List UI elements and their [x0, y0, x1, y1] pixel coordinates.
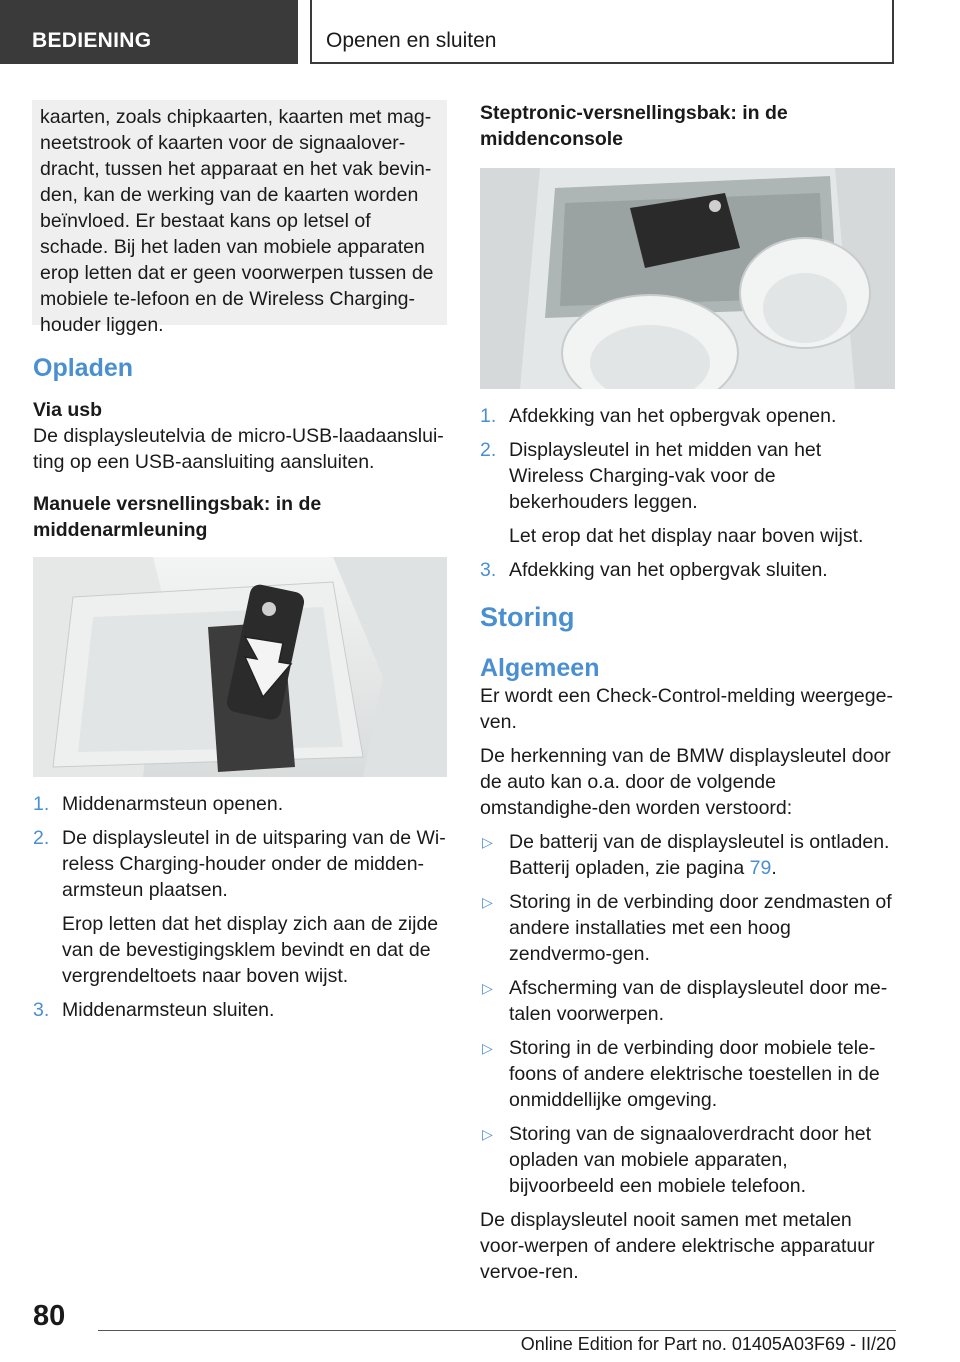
triangle-bullet-icon: ▷	[482, 834, 493, 850]
list-item	[33, 791, 447, 817]
step-text: Displaysleutel in het midden van het Wireless Charging-vak voor de bekerhouders leggen.	[509, 439, 822, 513]
closing-text: De displaysleutel nooit samen met metalen voor-werpen of andere elektrische apparatuur vervoe-ren.	[480, 1209, 875, 1283]
heading-storing: Storing	[480, 602, 575, 632]
console-charging-image	[480, 168, 895, 389]
list-item	[33, 825, 447, 989]
usb-text: De displaysleutelvia de micro-USB-laadaanslui-ting op een USB-aansluiting aansluiten.	[33, 425, 444, 473]
bullet-text: Afscherming van de displaysleutel door me-talen voorwerpen.	[509, 977, 888, 1025]
list-item	[480, 557, 895, 583]
list-item	[33, 997, 447, 1023]
step-text: Afdekking van het opbergvak sluiten.	[509, 559, 828, 581]
triangle-bullet-icon: ▷	[482, 1040, 493, 1056]
manual-title: Manuele versnellingsbak: in de middenarmleuning	[33, 493, 322, 541]
warning-note	[32, 100, 447, 336]
usb-title: Via usb	[33, 399, 103, 421]
list-item	[480, 1035, 895, 1113]
triangle-bullet-icon: ▷	[482, 980, 493, 996]
step-number: 2.	[33, 827, 50, 849]
right-column	[480, 100, 895, 1285]
step-number: 3.	[33, 999, 50, 1021]
section-label: BEDIENING	[0, 0, 298, 64]
chapter-title: Openen en sluiten	[310, 0, 894, 64]
bullet-text: Storing van de signaaloverdracht door het opladen van mobiele apparaten, bijvoorbeeld een mobiele telefoon.	[509, 1123, 872, 1197]
triangle-bullet-icon: ▷	[482, 1126, 493, 1142]
page-link[interactable]: 79	[749, 857, 772, 879]
armrest-illustration	[33, 557, 447, 777]
step-number: 3.	[480, 559, 497, 581]
step-extra: Erop letten dat het display zich aan de zijde van de bevestigingsklem bevindt en dat de vergrendeltoets naar boven wijst.	[62, 913, 439, 987]
step-text: Afdekking van het opbergvak openen.	[509, 405, 837, 427]
footer-divider	[98, 1330, 896, 1331]
page-number: 80	[33, 1300, 66, 1332]
heading-algemeen: Algemeen	[480, 654, 600, 682]
list-item	[480, 437, 895, 549]
bullet-text: Storing in de verbinding door mobiele tele-foons of andere elektrische toestellen in de onmiddellijke omgeving.	[509, 1037, 880, 1111]
console-steps	[480, 403, 895, 583]
step-text: Middenarmsteun openen.	[62, 793, 284, 815]
heading-opladen: Opladen	[33, 354, 134, 382]
console-illustration	[480, 168, 895, 389]
intro-text: De herkenning van de BMW displaysleutel door de auto kan o.a. door de volgende omstandighe-den worden verstoord:	[480, 745, 891, 819]
step-number: 2.	[480, 439, 497, 461]
list-item	[480, 829, 895, 881]
armrest-charging-image	[33, 557, 447, 777]
interference-list	[480, 829, 895, 1199]
armrest-steps	[33, 791, 447, 1023]
step-number: 1.	[480, 405, 497, 427]
bullet-text: De batterij van de displaysleutel is ontladen. Batterij opladen, zie pagina	[509, 831, 890, 879]
left-column	[33, 100, 447, 1031]
step-text: Middenarmsteun sluiten.	[62, 999, 275, 1021]
bullet-tail: .	[771, 857, 777, 879]
step-extra: Let erop dat het display naar boven wijst.	[509, 525, 864, 547]
list-item	[480, 975, 895, 1027]
bullet-text: Storing in de verbinding door zendmasten of andere installaties met een hoog zendvermo-gen.	[509, 891, 892, 965]
step-number: 1.	[33, 793, 50, 815]
step-text: De displaysleutel in de uitsparing van de Wi-reless Charging-houder onder de midden-armsteun plaatsen.	[62, 827, 446, 901]
list-item	[480, 403, 895, 429]
list-item	[480, 1121, 895, 1199]
edition-text: Online Edition for Part no. 01405A03F69 - II/20	[520, 1334, 896, 1354]
warning-note-text: kaarten, zoals chipkaarten, kaarten met mag-neetstrook of kaarten voor de signaalover-dracht, tussen het apparaat en het vak bevin-den, kan de werking van de kaarten worden beïnvloed. Er bestaat kans op letsel of schade. Bij het laden van mobiele apparaten erop letten dat er geen voorwerpen tussen de mobiele te-lefoon en de Wireless Charging-houder liggen.	[40, 106, 434, 336]
steptronic-title: Steptronic-versnellingsbak: in de middenconsole	[480, 102, 788, 150]
page-header	[0, 0, 960, 66]
algemeen-text: Er wordt een Check-Control-melding weergege-ven.	[480, 685, 893, 733]
triangle-bullet-icon: ▷	[482, 894, 493, 910]
list-item	[480, 889, 895, 967]
